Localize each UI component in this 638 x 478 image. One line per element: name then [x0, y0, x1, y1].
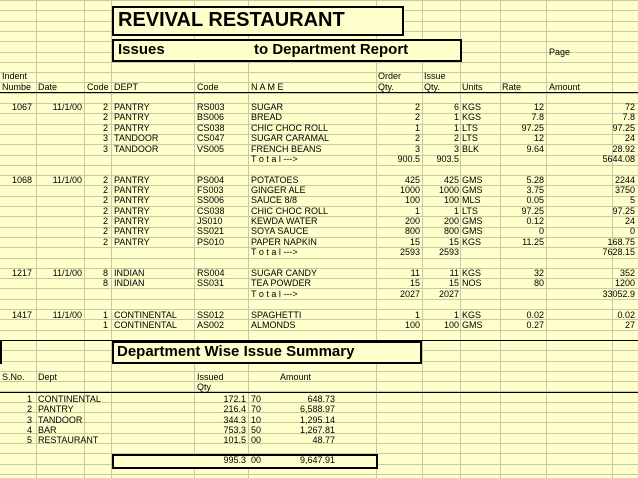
header-rule [0, 92, 638, 93]
grid-row-line [0, 299, 638, 300]
cell-code: 2 [102, 185, 108, 195]
cell-amount: 0 [629, 226, 635, 236]
summary-sno: 2 [26, 404, 32, 414]
cell-amount: 352 [619, 268, 635, 278]
cell-name: CHIC CHOC ROLL [251, 123, 329, 133]
cell-issue-qty: 11 [449, 268, 459, 278]
cell-order-qty: 1 [414, 123, 420, 133]
cell-units: LTS [462, 123, 478, 133]
cell-order-qty: 2 [414, 102, 420, 112]
cell-order-qty: 15 [409, 237, 420, 247]
cell-dept: INDIAN [114, 278, 145, 288]
cell-name: PAPER NAPKIN [251, 237, 317, 247]
grid-row-line [0, 381, 638, 382]
cell-order-qty: 2027 [399, 289, 420, 299]
cell-amount: 24 [624, 133, 635, 143]
cell-indent: 1217 [11, 268, 32, 278]
cell-name: SOYA SAUCE [251, 226, 309, 236]
cell-dept: PANTRY [114, 216, 150, 226]
summary-left-rule [0, 340, 2, 364]
cell-amount: 24 [624, 216, 635, 226]
summary-col-dept: Dept [38, 372, 58, 382]
cell-units: GMS [462, 175, 483, 185]
summary-dept: PANTRY [38, 404, 74, 414]
summary-qty: 753.3 [223, 425, 246, 435]
cell-units: GMS [462, 226, 483, 236]
page-label: Page [549, 47, 571, 57]
cell-code: 1 [102, 310, 108, 320]
summary-header-rule [0, 392, 638, 393]
cell-order-qty: 1000 [399, 185, 420, 195]
cell-issue-qty: 1 [453, 206, 459, 216]
cell-rate: 0.27 [526, 320, 544, 330]
col-units: Units [462, 82, 483, 92]
cell-amount: 27 [624, 320, 635, 330]
cell-order-qty: 200 [404, 216, 420, 226]
cell-amount: 0.02 [617, 310, 635, 320]
cell-code: 8 [102, 268, 108, 278]
cell-code: 8 [102, 278, 108, 288]
cell-issue-qty: 200 [443, 216, 459, 226]
col-name: N A M E [251, 82, 284, 92]
summary-dept: RESTAURANT [38, 435, 99, 445]
summary-x: 10 [251, 415, 262, 425]
cell-name: KEWDA WATER [251, 216, 318, 226]
cell-issue-qty: 800 [443, 226, 459, 236]
summary-x: 70 [251, 404, 262, 414]
cell-rate: 7.8 [531, 112, 544, 122]
cell-amount: 1200 [614, 278, 635, 288]
col-order-2: Qty. [378, 82, 394, 92]
cell-order-qty: 1 [414, 206, 420, 216]
cell-date: 11/1/00 [52, 310, 82, 320]
cell-name: FRENCH BEANS [251, 144, 322, 154]
col-dept: DEPT [114, 82, 139, 92]
cell-item-code: PS004 [197, 175, 225, 185]
cell-date: 11/1/00 [52, 268, 82, 278]
col-rate: Rate [502, 82, 522, 92]
cell-name: TEA POWDER [251, 278, 312, 288]
grid-row-line [0, 72, 638, 73]
cell-amount: 7.8 [622, 112, 635, 122]
cell-code: 3 [102, 144, 108, 154]
cell-name: T o t a l ---> [251, 289, 298, 299]
summary-col-sno: S.No. [2, 372, 25, 382]
cell-units: KGS [462, 310, 482, 320]
cell-item-code: RS003 [197, 102, 225, 112]
cell-code: 2 [102, 112, 108, 122]
cell-date: 11/1/00 [52, 175, 82, 185]
summary-dept: BAR [38, 425, 57, 435]
cell-rate: 0.05 [526, 195, 544, 205]
cell-order-qty: 11 [410, 268, 420, 278]
cell-units: KGS [462, 268, 482, 278]
cell-rate: 5.28 [526, 175, 544, 185]
cell-code: 2 [102, 216, 108, 226]
summary-amount: 1,267.81 [299, 425, 335, 435]
cell-issue-qty: 1000 [438, 185, 459, 195]
cell-issue-qty: 1 [453, 112, 459, 122]
cell-issue-qty: 15 [448, 278, 459, 288]
summary-x: 50 [251, 425, 262, 435]
cell-rate: 0.12 [526, 216, 544, 226]
cell-dept: PANTRY [114, 112, 150, 122]
col-order-1: Order [378, 71, 402, 81]
cell-units: KGS [462, 102, 482, 112]
cell-order-qty: 2 [414, 133, 420, 143]
cell-item-code: VS005 [197, 144, 225, 154]
summary-amount: 48.77 [312, 435, 335, 445]
cell-order-qty: 900.5 [397, 154, 420, 164]
grid-row-line [0, 474, 638, 475]
summary-sno: 3 [26, 415, 32, 425]
cell-rate: 32 [533, 268, 544, 278]
col-indent-2: Numbe [2, 82, 32, 92]
cell-rate: 9.64 [526, 144, 544, 154]
cell-order-qty: 2593 [399, 247, 420, 257]
cell-dept: PANTRY [114, 237, 150, 247]
cell-dept: PANTRY [114, 123, 150, 133]
cell-rate: 97.25 [521, 206, 544, 216]
summary-dept: CONTINENTAL [38, 394, 101, 404]
summary-sno: 5 [26, 435, 32, 445]
cell-units: MLS [462, 195, 481, 205]
summary-qty: 172.1 [223, 394, 246, 404]
grid-row-line [0, 62, 638, 63]
cell-rate: 12 [533, 133, 544, 143]
col-issue-1: Issue [424, 71, 446, 81]
col-indent-1: Indent [2, 71, 28, 81]
cell-rate: 0.02 [526, 310, 544, 320]
cell-units: LTS [462, 206, 478, 216]
cell-dept: PANTRY [114, 185, 150, 195]
cell-code: 2 [102, 237, 108, 247]
cell-name: ALMONDS [251, 320, 296, 330]
cell-rate: 11.25 [522, 237, 544, 247]
cell-rate: 80 [533, 278, 544, 288]
cell-code: 3 [102, 133, 108, 143]
cell-issue-qty: 6 [453, 102, 459, 112]
summary-col-issued-1: Issued [197, 372, 224, 382]
cell-item-code: AS002 [197, 320, 225, 330]
cell-dept: INDIAN [114, 268, 145, 278]
cell-order-qty: 100 [404, 195, 420, 205]
grid-row-line [0, 0, 638, 1]
cell-issue-qty: 15 [448, 237, 459, 247]
cell-name: SPAGHETTI [251, 310, 302, 320]
cell-order-qty: 100 [404, 320, 420, 330]
cell-item-code: SS021 [197, 226, 225, 236]
cell-dept: PANTRY [114, 195, 150, 205]
cell-name: SAUCE 8/8 [251, 195, 298, 205]
cell-code: 2 [102, 175, 108, 185]
cell-item-code: SS012 [197, 310, 225, 320]
cell-item-code: RS004 [197, 268, 225, 278]
grid-row-line [0, 258, 638, 259]
cell-amount: 97.25 [612, 206, 635, 216]
cell-units: BLK [462, 144, 480, 154]
cell-item-code: PS010 [197, 237, 225, 247]
cell-code: 1 [102, 320, 108, 330]
cell-issue-qty: 1 [453, 310, 459, 320]
cell-amount: 3750 [614, 185, 635, 195]
cell-rate: 12 [533, 102, 544, 112]
cell-issue-qty: 2 [453, 133, 459, 143]
cell-order-qty: 1 [414, 310, 420, 320]
col-item-code: Code [197, 82, 219, 92]
cell-units: NOS [462, 278, 482, 288]
cell-name: POTATOES [251, 175, 299, 185]
cell-name: T o t a l ---> [251, 154, 298, 164]
summary-amount: 6,588.97 [299, 404, 335, 414]
cell-rate: 3.75 [526, 185, 544, 195]
cell-code: 2 [102, 226, 108, 236]
grid-row-line [0, 371, 638, 372]
summary-col-amount: Amount [280, 372, 312, 382]
cell-issue-qty: 1 [453, 123, 459, 133]
cell-dept: PANTRY [114, 206, 150, 216]
cell-indent: 1068 [11, 175, 32, 185]
cell-name: CHIC CHOC ROLL [251, 206, 329, 216]
cell-indent: 1417 [11, 310, 32, 320]
summary-qty: 216.4 [223, 404, 246, 414]
grid-row-line [0, 165, 638, 166]
cell-name: GINGER ALE [251, 185, 306, 195]
cell-amount: 5 [629, 195, 635, 205]
cell-units: KGS [462, 112, 482, 122]
summary-qty: 344.3 [223, 415, 246, 425]
cell-dept: TANDOOR [114, 144, 159, 154]
cell-units: KGS [462, 237, 482, 247]
summary-total-amount: 9,647.91 [299, 455, 335, 465]
cell-dept: PANTRY [114, 102, 150, 112]
cell-amount: 28.92 [612, 144, 635, 154]
cell-item-code: SS006 [197, 195, 225, 205]
cell-dept: CONTINENTAL [114, 320, 177, 330]
summary-amount: 648.73 [307, 394, 335, 404]
cell-item-code: CS038 [197, 123, 225, 133]
summary-amount: 1,295.14 [299, 415, 335, 425]
cell-dept: PANTRY [114, 175, 150, 185]
cell-issue-qty: 903.5 [436, 154, 459, 164]
summary-x: 70 [251, 394, 262, 404]
cell-amount: 97.25 [612, 123, 635, 133]
cell-issue-qty: 100 [443, 320, 459, 330]
report-label: to Department Report [254, 41, 409, 58]
cell-order-qty: 800 [404, 226, 420, 236]
cell-item-code: SS031 [197, 278, 225, 288]
cell-name: BREAD [251, 112, 283, 122]
cell-units: LTS [462, 133, 478, 143]
cell-rate: 0 [538, 226, 544, 236]
cell-amount: 72 [624, 102, 635, 112]
cell-amount: 33052.9 [602, 289, 635, 299]
summary-col-issued-2: Qty [197, 382, 212, 392]
cell-issue-qty: 3 [453, 144, 459, 154]
cell-issue-qty: 2593 [438, 247, 459, 257]
summary-sno: 4 [26, 425, 32, 435]
col-issue-2: Qty. [424, 82, 440, 92]
cell-name: SUGAR CARAMAL [251, 133, 330, 143]
cell-name: SUGAR CANDY [251, 268, 318, 278]
cell-rate: 97.25 [521, 123, 544, 133]
cell-code: 2 [102, 123, 108, 133]
cell-amount: 2244 [614, 175, 635, 185]
cell-order-qty: 3 [414, 144, 420, 154]
cell-item-code: BS006 [197, 112, 225, 122]
summary-title: Department Wise Issue Summary [117, 343, 355, 360]
summary-sno: 1 [26, 394, 32, 404]
summary-dept: TANDOOR [38, 415, 83, 425]
summary-total-x: 00 [251, 455, 262, 465]
cell-order-qty: 425 [404, 175, 420, 185]
summary-total-qty: 995.3 [223, 455, 246, 465]
cell-dept: CONTINENTAL [114, 310, 177, 320]
cell-item-code: CS038 [197, 206, 225, 216]
issues-label: Issues [118, 41, 165, 58]
summary-x: 00 [251, 435, 262, 445]
grid-row-line [0, 93, 638, 94]
cell-name: T o t a l ---> [251, 247, 298, 257]
cell-dept: PANTRY [114, 226, 150, 236]
col-amount: Amount [549, 82, 581, 92]
grid-row-line [0, 330, 638, 331]
cell-dept: TANDOOR [114, 133, 159, 143]
cell-order-qty: 15 [409, 278, 420, 288]
cell-amount: 7628.15 [602, 247, 635, 257]
cell-units: GMS [462, 185, 483, 195]
col-date: Date [38, 82, 58, 92]
cell-item-code: CS047 [197, 133, 225, 143]
cell-code: 2 [102, 102, 108, 112]
cell-order-qty: 2 [414, 112, 420, 122]
col-code: Code [87, 82, 109, 92]
cell-item-code: FS003 [197, 185, 224, 195]
cell-code: 2 [102, 195, 108, 205]
summary-qty: 101.5 [223, 435, 246, 445]
cell-amount: 5644.08 [602, 154, 635, 164]
cell-issue-qty: 100 [443, 195, 459, 205]
cell-code: 2 [102, 206, 108, 216]
cell-issue-qty: 2027 [438, 289, 459, 299]
restaurant-name: REVIVAL RESTAURANT [118, 9, 345, 31]
cell-date: 11/1/00 [52, 102, 82, 112]
cell-amount: 168.75 [607, 237, 635, 247]
cell-issue-qty: 425 [443, 175, 459, 185]
cell-item-code: JS010 [197, 216, 223, 226]
cell-units: GMS [462, 320, 483, 330]
cell-units: GMS [462, 216, 483, 226]
cell-indent: 1067 [11, 102, 32, 112]
cell-name: SUGAR [251, 102, 284, 112]
